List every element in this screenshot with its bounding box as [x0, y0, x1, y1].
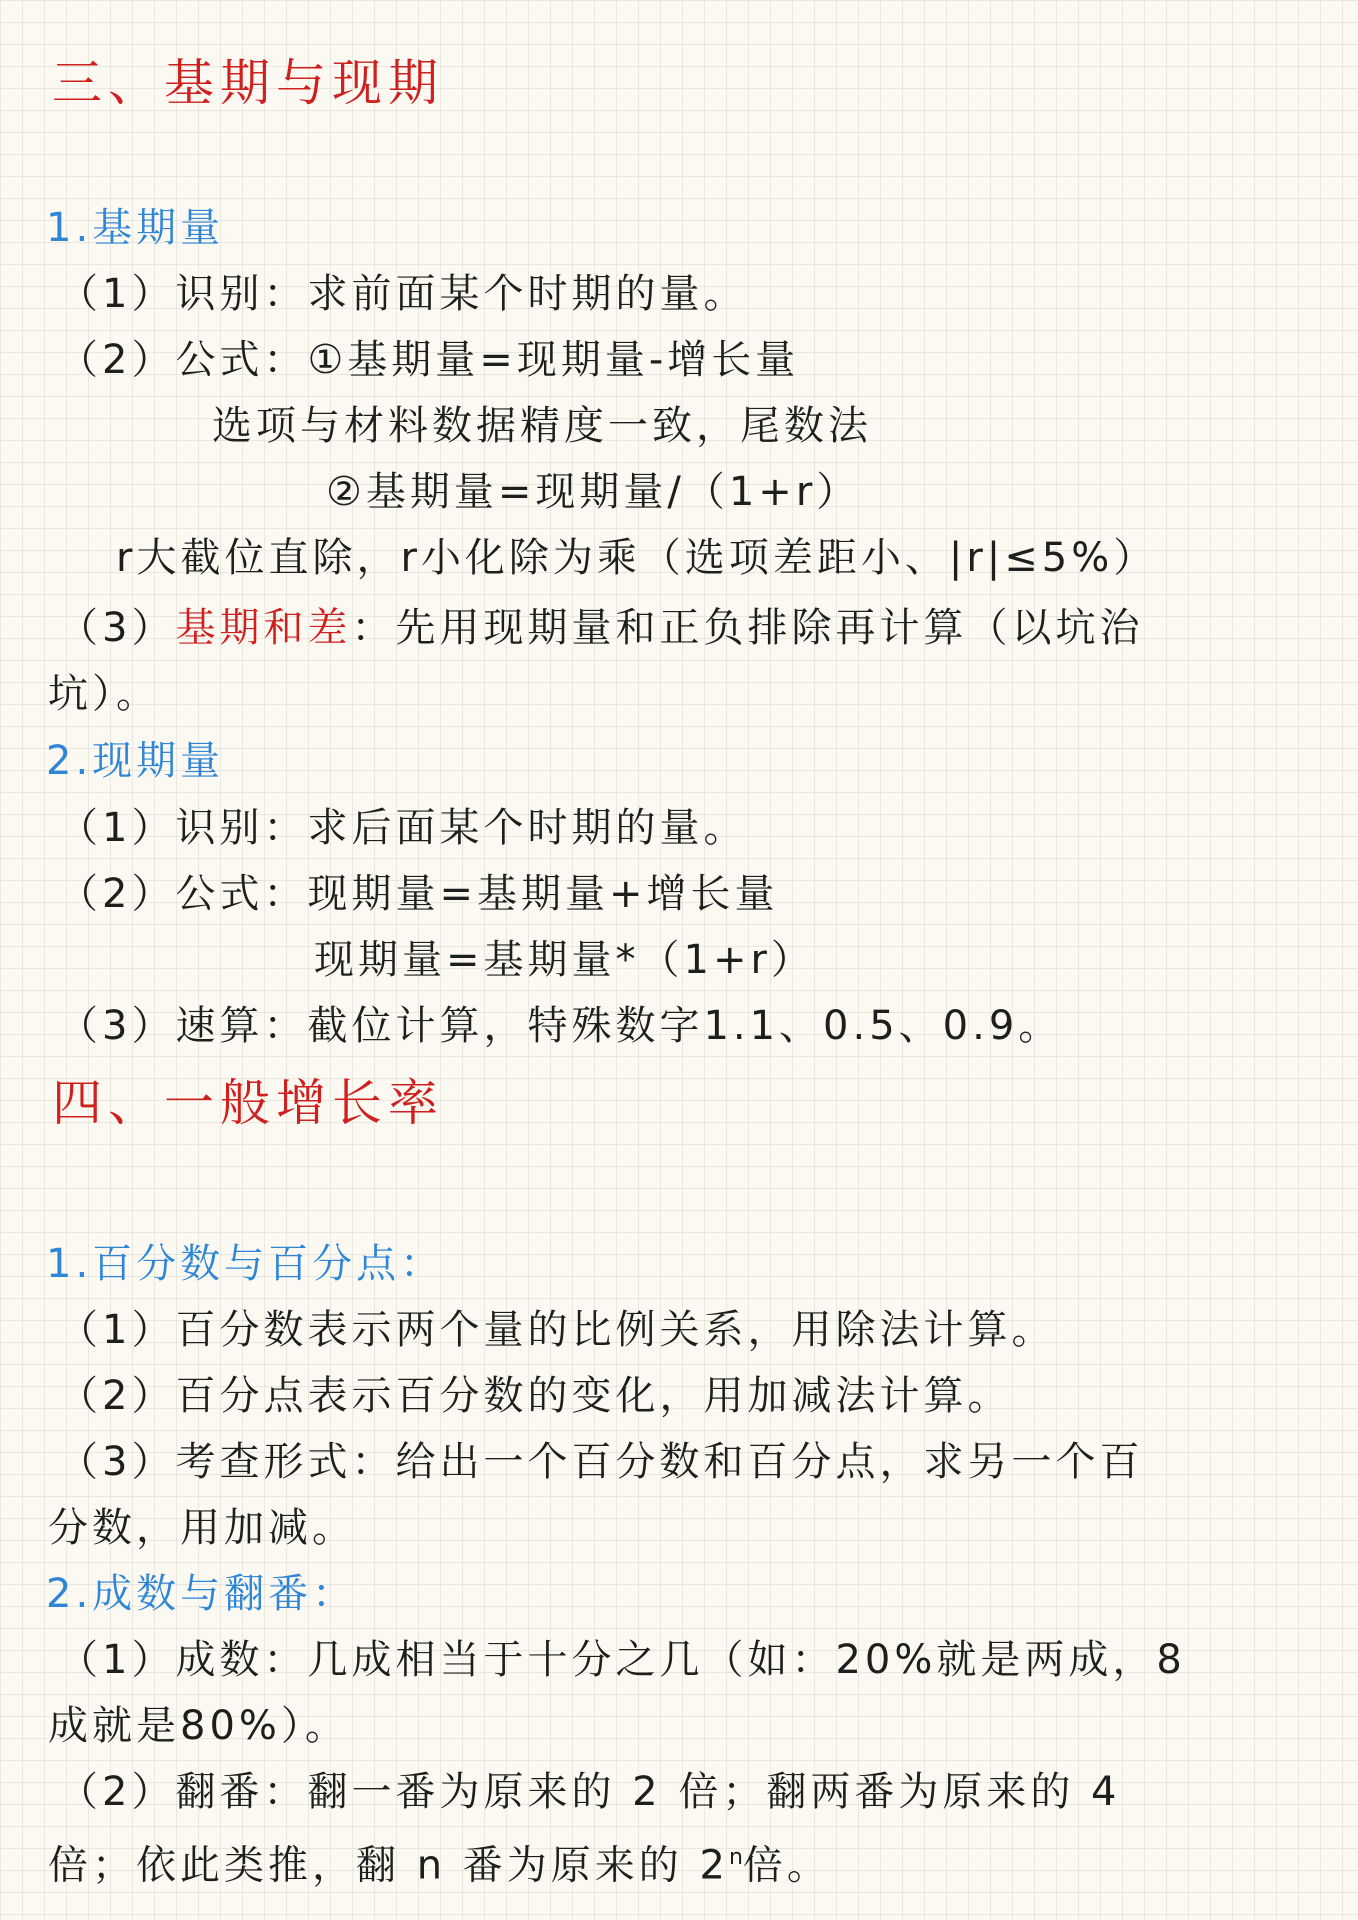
base-period-formula-2: ②基期量=现期量/（1+r）	[326, 469, 861, 515]
percent-definition: （1）百分数表示两个量的比例关系，用除法计算。	[58, 1307, 1056, 1353]
subsection-percent-title: 1.百分数与百分点：	[46, 1241, 445, 1287]
doubling-cont-text-b: 倍。	[742, 1842, 831, 1889]
base-period-identify: （1）识别：求前面某个时期的量。	[58, 271, 748, 317]
current-period-quick-calc: （3）速算：截位计算，特殊数字1.1、0.5、0.9。	[58, 1003, 1063, 1049]
percent-exam-form-cont: 分数，用加减。	[48, 1505, 356, 1551]
current-period-formula-1: （2）公式：现期量=基期量+增长量	[58, 871, 779, 917]
subsection-current-period-title: 2.现期量	[46, 738, 225, 784]
base-period-sum-diff-text: ：先用现期量和正负排除再计算（以坑治	[351, 605, 1144, 651]
current-period-identify: （1）识别：求后面某个时期的量。	[58, 805, 748, 851]
base-period-formula-1: （2）公式：①基期量=现期量-增长量	[58, 337, 800, 383]
doubling-definition-cont	[48, 1830, 831, 1893]
percentage-point-definition: （2）百分点表示百分数的变化，用加减法计算。	[58, 1373, 1012, 1419]
base-period-precision-note: 选项与材料数据精度一致，尾数法	[212, 403, 872, 449]
doubling-exponent: n	[728, 1845, 743, 1870]
base-period-sum-diff-prefix: （3）	[58, 605, 176, 651]
section-4-title: 四、一般增长率	[52, 1074, 444, 1132]
section-3-title: 三、基期与现期	[52, 54, 444, 112]
tenths-definition: （1）成数：几成相当于十分之几（如：20%就是两成，8	[58, 1637, 1186, 1683]
subsection-base-period-title: 1.基期量	[46, 205, 225, 251]
subsection-tenths-doubling-title: 2.成数与翻番：	[46, 1571, 357, 1617]
percent-exam-form: （3）考查形式：给出一个百分数和百分点，求另一个百	[58, 1439, 1144, 1485]
doubling-definition: （2）翻番：翻一番为原来的 2 倍；翻两番为原来的 4	[58, 1769, 1121, 1815]
current-period-formula-2: 现期量=基期量*（1+r）	[314, 937, 815, 983]
base-period-sum-diff-highlight: 基期和差	[175, 605, 352, 651]
base-period-formula-2-note: r大截位直除，r小化除为乘（选项差距小、|r|≤5%）	[116, 535, 1158, 581]
base-period-sum-diff	[58, 600, 1143, 656]
base-period-sum-diff-cont: 坑）。	[48, 671, 160, 717]
tenths-definition-cont: 成就是80%）。	[48, 1703, 349, 1749]
doubling-cont-text-a: 倍；依此类推，翻 n 番为原来的 2	[48, 1842, 729, 1889]
